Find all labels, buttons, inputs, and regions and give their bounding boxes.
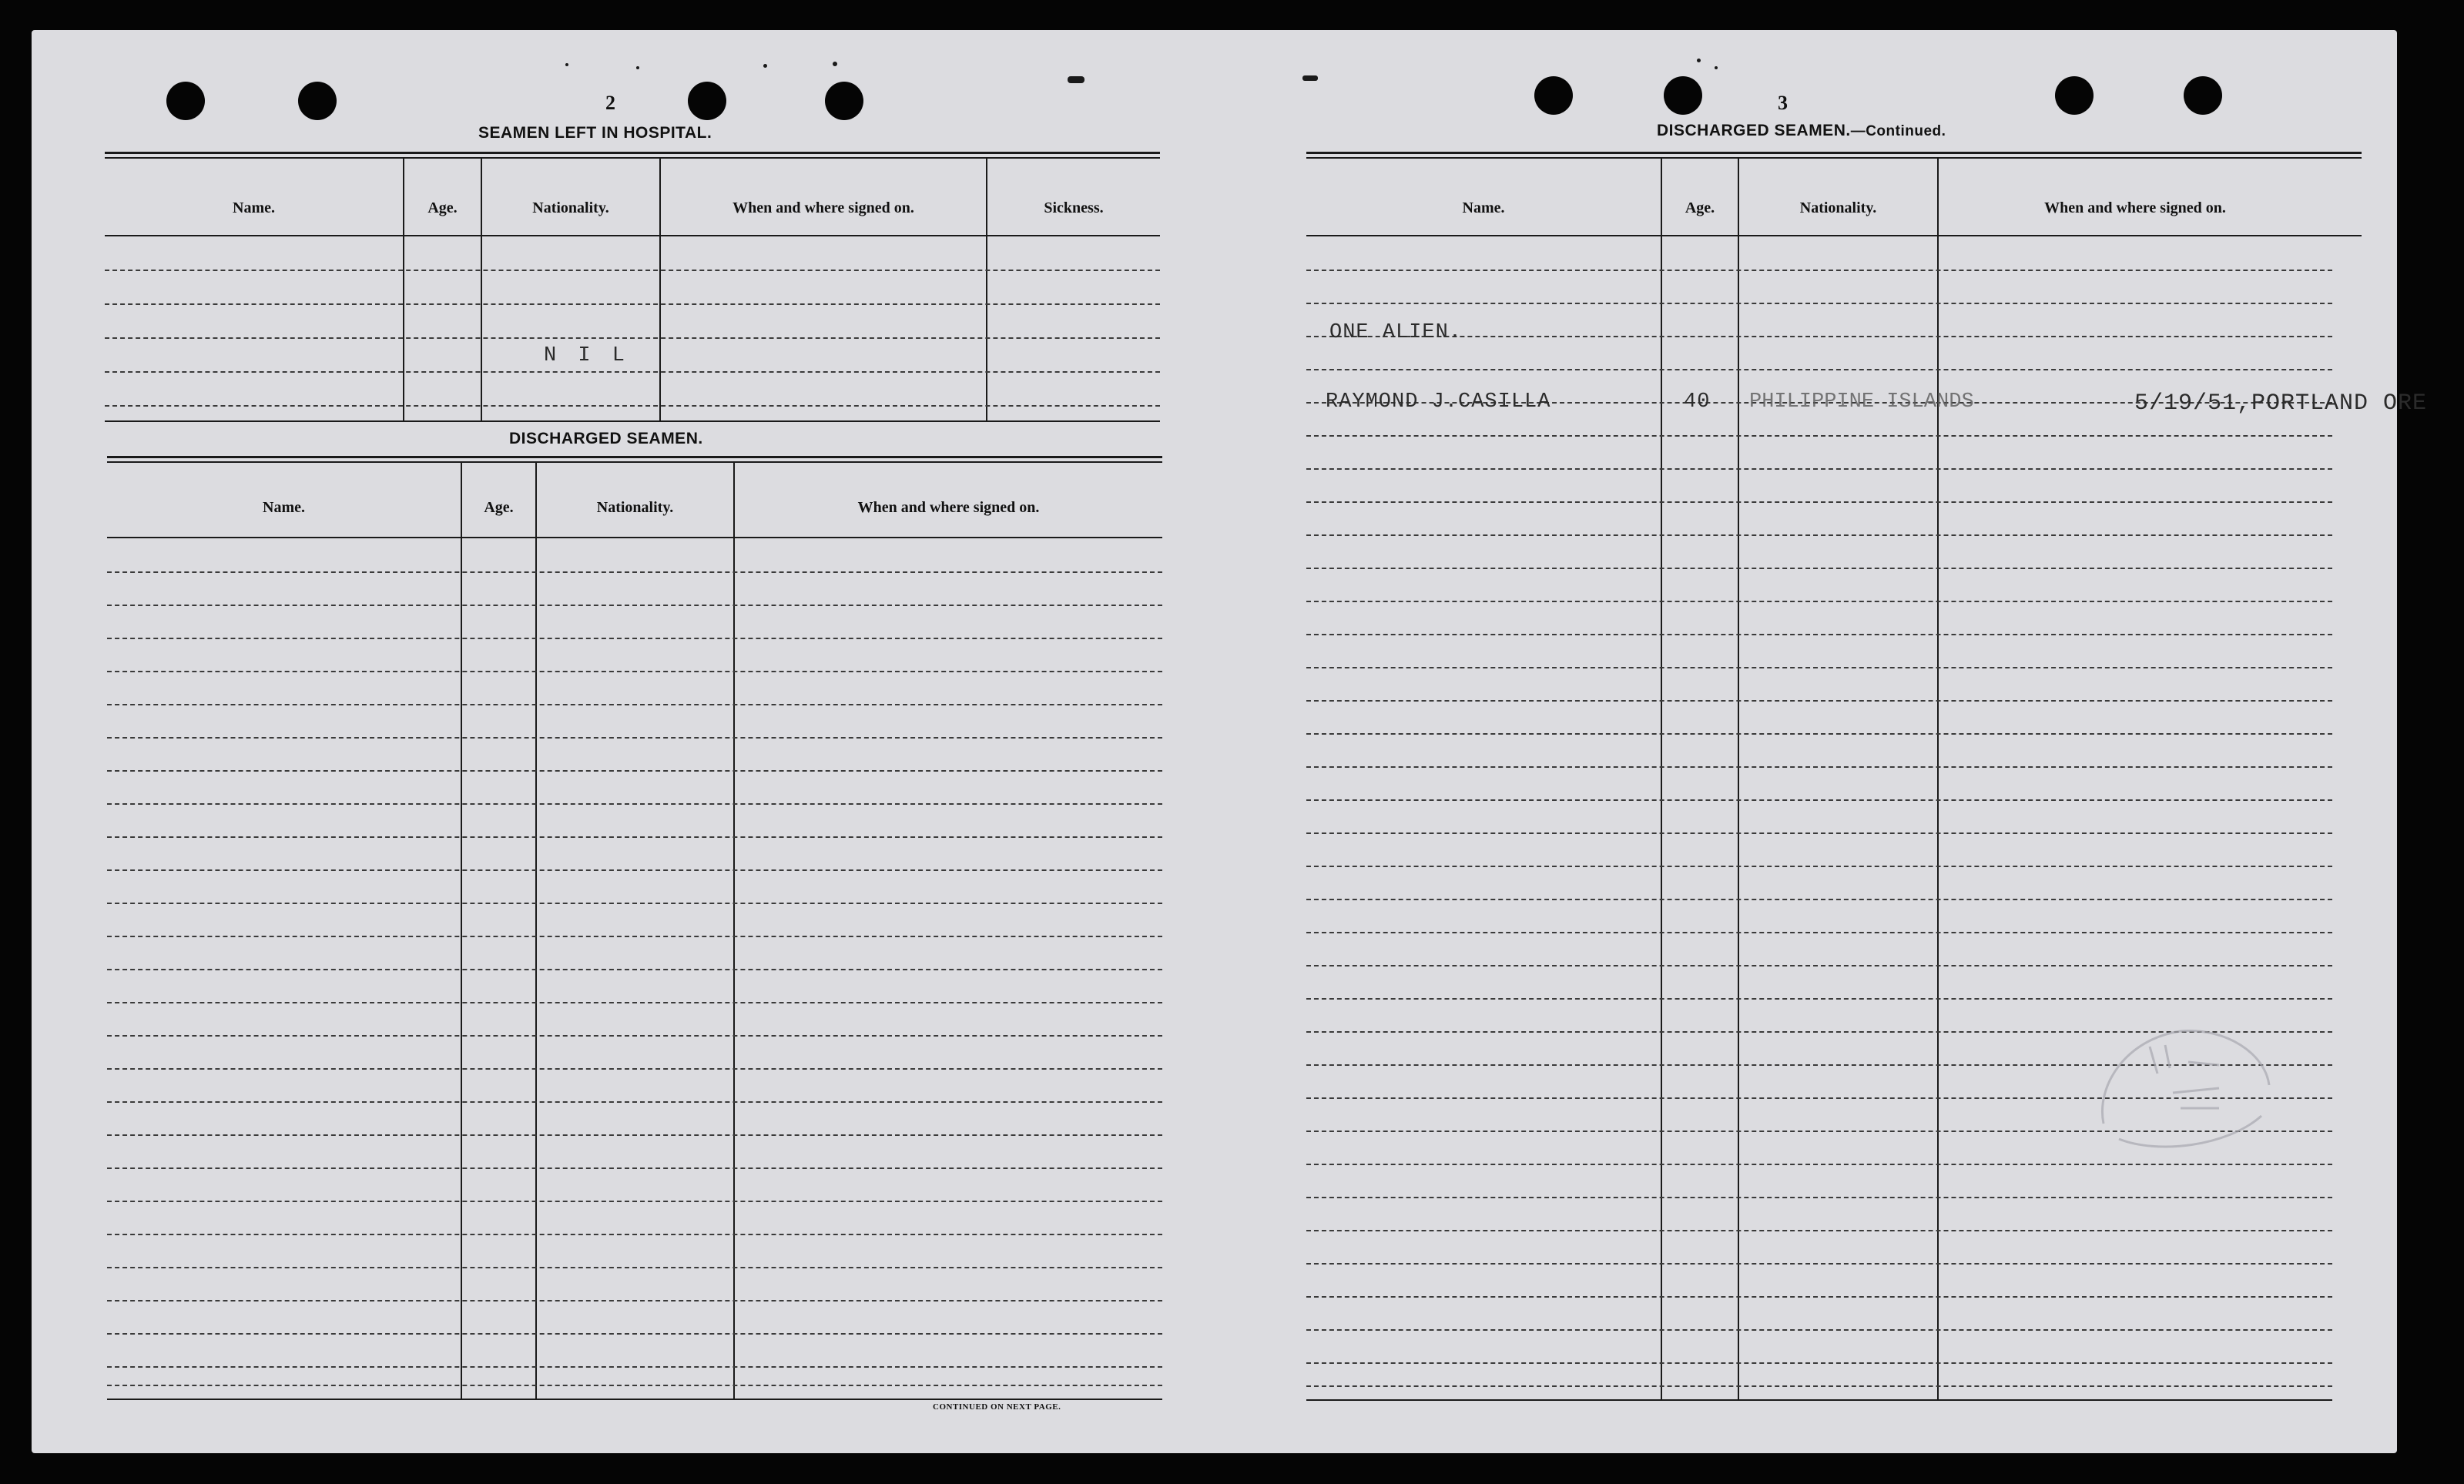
col-header-name: Name. bbox=[233, 199, 275, 216]
row-2-name: RAYMOND J.CASILLA bbox=[1326, 390, 1551, 414]
hospital-section-title: SEAMEN LEFT IN HOSPITAL. bbox=[478, 124, 712, 142]
discharged-table-right bbox=[1306, 152, 2428, 1405]
row-2-age: 40 bbox=[1684, 390, 1711, 414]
ink-speck bbox=[565, 63, 568, 66]
punch-hole bbox=[2055, 76, 2094, 115]
ink-speck bbox=[1697, 59, 1701, 62]
col-header-nationality: Nationality. bbox=[1799, 199, 1877, 216]
punch-hole bbox=[298, 82, 337, 120]
col-header-name: Name. bbox=[263, 499, 305, 516]
col-header-signed-on: When and where signed on. bbox=[732, 199, 914, 216]
punch-hole bbox=[825, 82, 863, 120]
left-page bbox=[32, 30, 1210, 1453]
faint-stamp-mark bbox=[2073, 1016, 2281, 1154]
register-sheet bbox=[32, 30, 2428, 1453]
ink-speck bbox=[1715, 66, 1718, 69]
punch-hole bbox=[688, 82, 726, 120]
ink-speck bbox=[763, 64, 767, 68]
right-page bbox=[1218, 30, 2428, 1453]
row-1-name: ONE ALIEN. bbox=[1329, 321, 1463, 344]
col-header-nationality: Nationality. bbox=[532, 199, 609, 216]
ink-speck bbox=[636, 66, 639, 69]
row-2-signed-on: 5/19/51,PORTLAND ORE bbox=[2134, 390, 2428, 417]
page-number: 2 bbox=[605, 92, 615, 114]
page-number: 3 bbox=[1778, 92, 1788, 114]
col-header-nationality: Nationality. bbox=[596, 499, 674, 516]
punch-hole bbox=[166, 82, 205, 120]
discharged-continued-title: DISCHARGED SEAMEN.—Continued. bbox=[1657, 122, 1946, 139]
ink-blot bbox=[1068, 76, 1084, 83]
col-header-age: Age. bbox=[427, 199, 458, 216]
col-header-age: Age. bbox=[484, 499, 514, 516]
ink-blot bbox=[1302, 75, 1318, 81]
hospital-table bbox=[105, 152, 1160, 448]
col-header-signed-on: When and where signed on. bbox=[857, 499, 1040, 516]
continued-footer: CONTINUED ON NEXT PAGE. bbox=[933, 1402, 1061, 1412]
punch-hole bbox=[1534, 76, 1573, 115]
col-header-age: Age. bbox=[1685, 199, 1715, 216]
col-header-name: Name. bbox=[1462, 199, 1505, 216]
col-header-sickness: Sickness. bbox=[1044, 199, 1104, 216]
discharged-section-title: DISCHARGED SEAMEN. bbox=[509, 430, 703, 447]
punch-hole bbox=[1664, 76, 1702, 115]
discharged-table-left bbox=[107, 456, 1162, 1403]
row-2-nationality: PHILIPPINE ISLANDS bbox=[1749, 390, 1974, 414]
punch-hole bbox=[2184, 76, 2222, 115]
nil-entry: N I L bbox=[544, 344, 630, 367]
col-header-signed-on: When and where signed on. bbox=[2044, 199, 2226, 216]
ink-speck bbox=[833, 62, 837, 66]
